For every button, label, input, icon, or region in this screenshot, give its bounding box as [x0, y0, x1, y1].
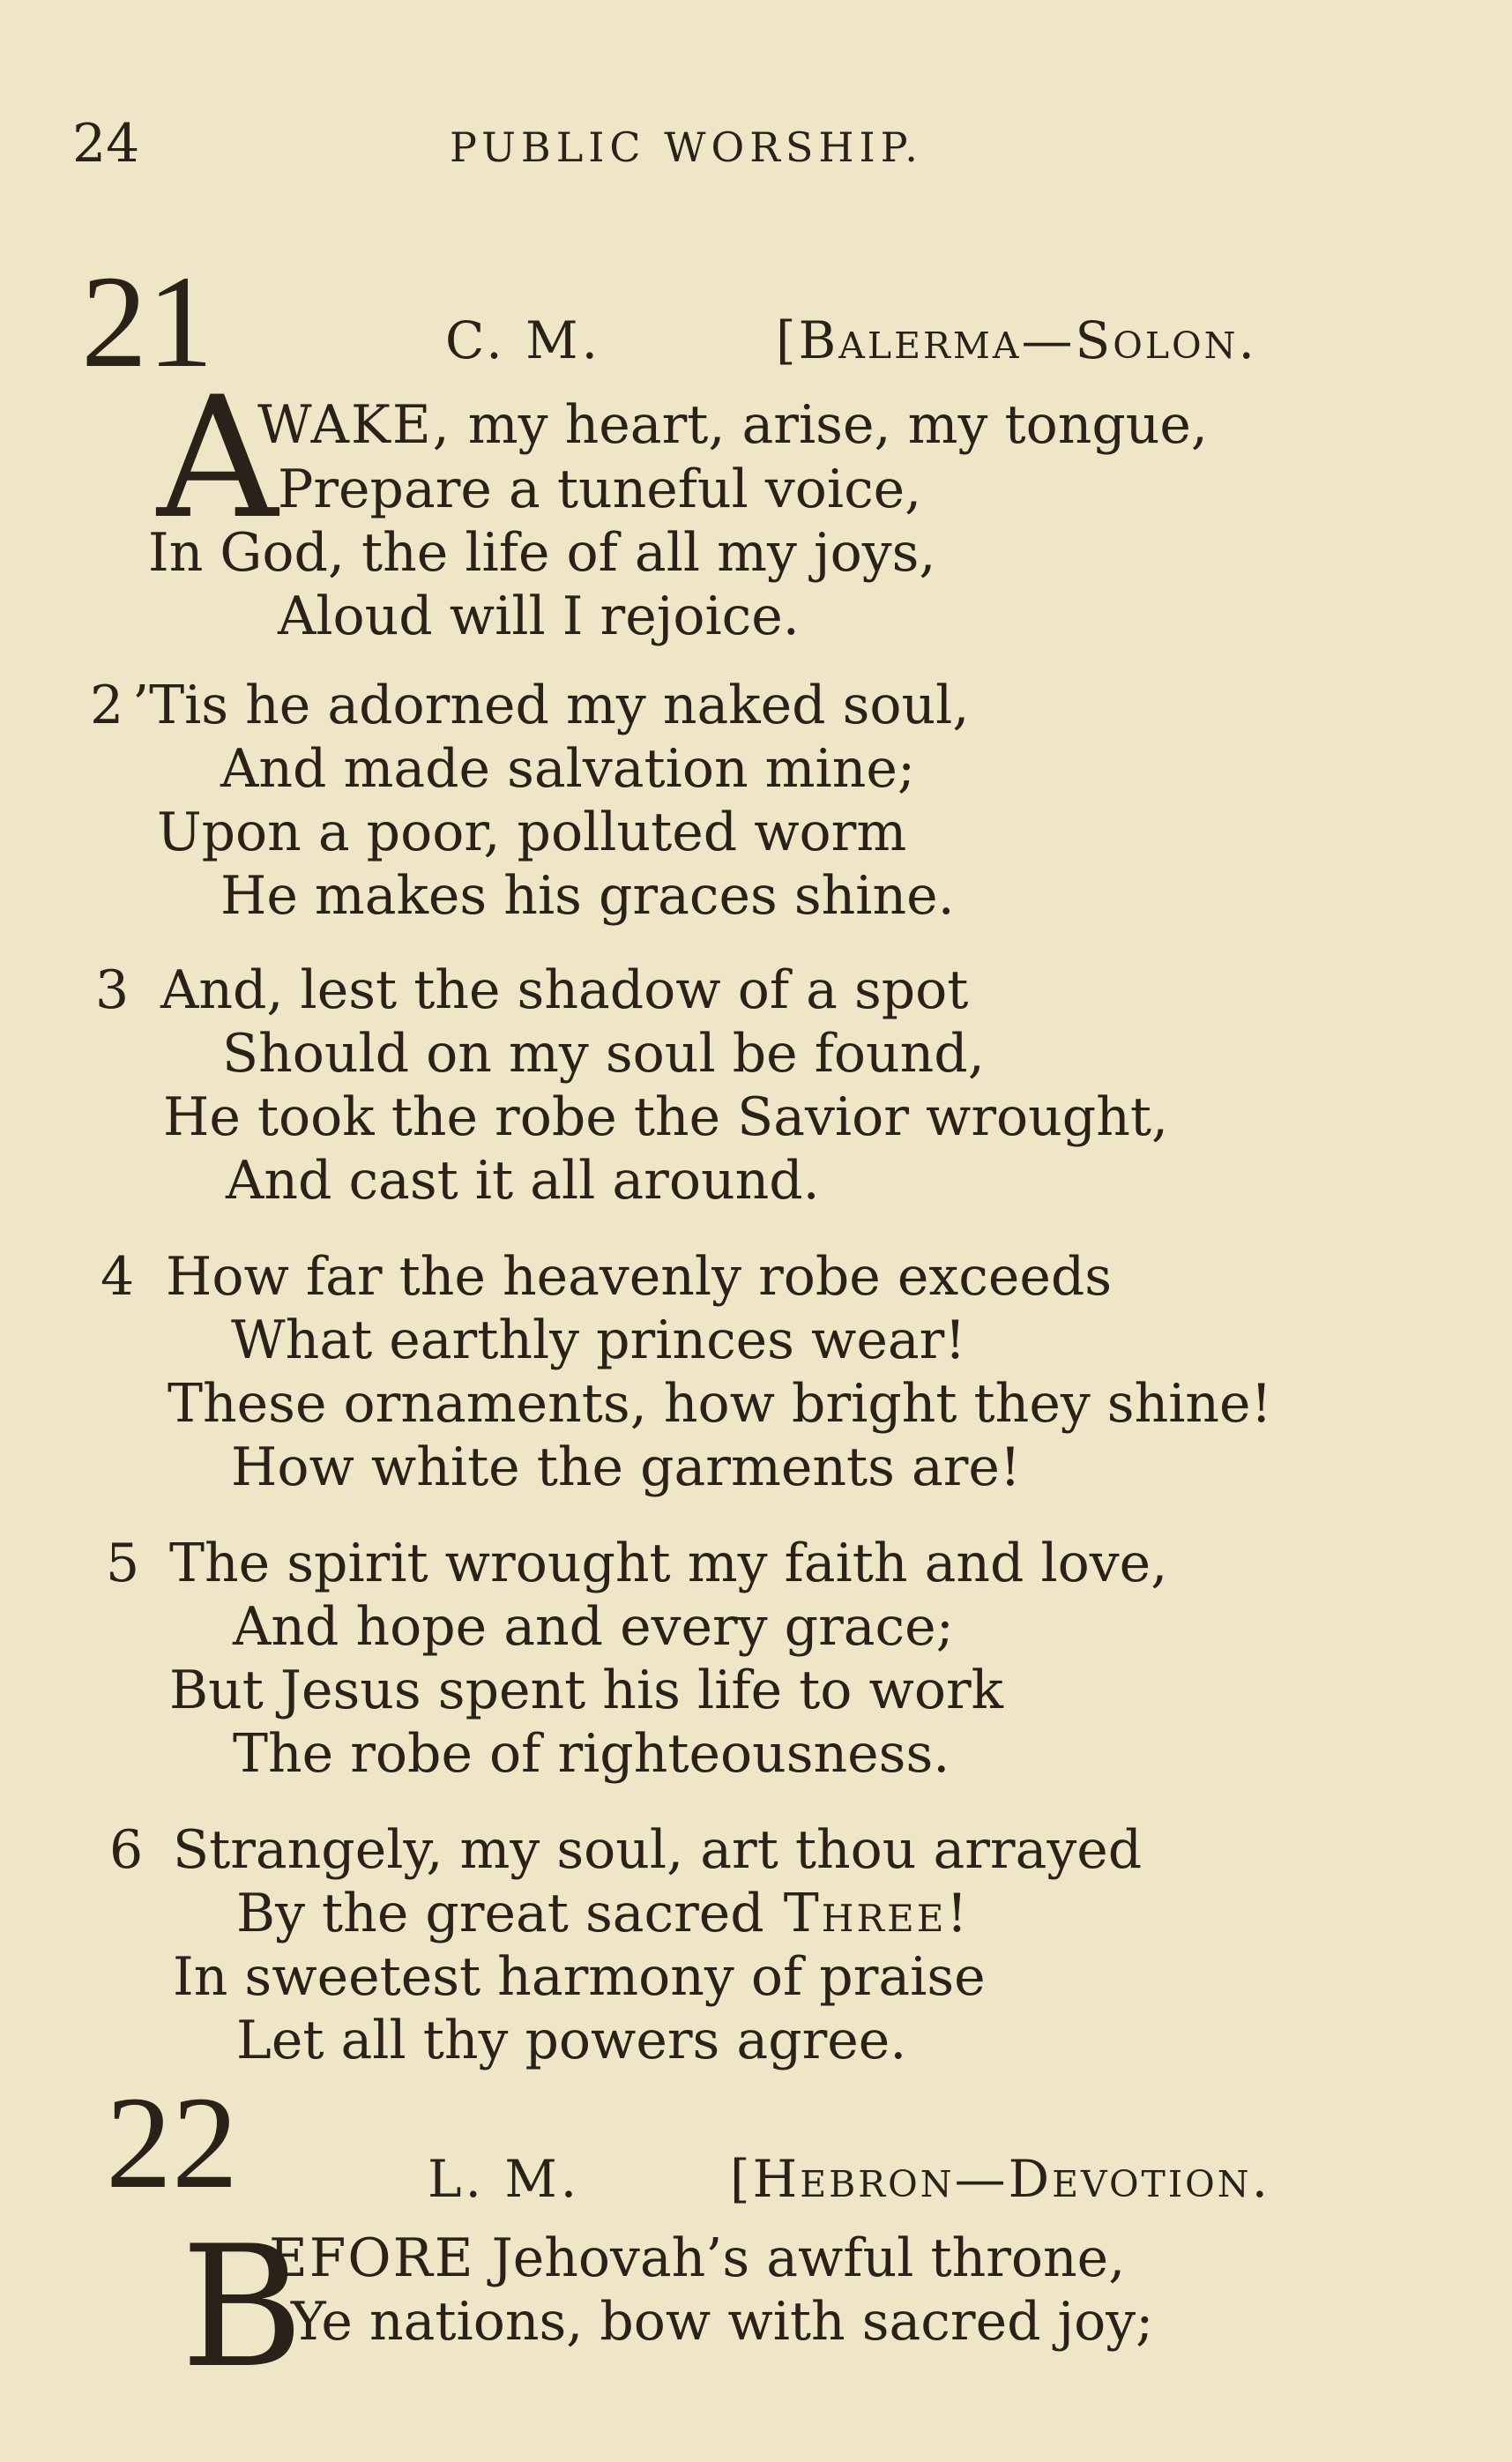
stanza-line: He took the robe the Savior wrought, [163, 1086, 1169, 1148]
stanza-line: Let all thy powers agree. [236, 2010, 907, 2071]
stanza-line: Should on my soul be found, [222, 1023, 985, 1085]
stanza-line: And hope and every grace; [233, 1596, 954, 1658]
running-head [0, 113, 1512, 175]
drop-cap: B [181, 2210, 304, 2405]
stanza-line: How white the garments are! [231, 1436, 1022, 1498]
drop-cap: A [157, 361, 279, 556]
stanza-line [236, 1883, 971, 1944]
small-caps-word: Three! [763, 1883, 971, 1944]
verse-number: 4 [101, 1246, 135, 1308]
stanza-line: Aloud will I rejoice. [278, 586, 800, 647]
hymn-number: 21 [81, 249, 213, 395]
stanza-line: What earthly princes wear! [231, 1309, 966, 1371]
stanza-line: The robe of righteousness. [233, 1723, 950, 1785]
meter: C. M. [445, 310, 602, 370]
stanza-line: These ornaments, how bright they shine! [168, 1373, 1272, 1435]
stanza-line: How far the heavenly robe exceeds [166, 1246, 1113, 1308]
page-number: 24 [72, 113, 140, 175]
stanza-line: The spirit wrought my faith and love, [169, 1533, 1168, 1594]
stanza-line: Ye nations, bow with sacred joy; [291, 2291, 1154, 2353]
first-word-caps: WAKE, [257, 394, 451, 456]
stanza-line: And made salvation mine; [220, 738, 916, 800]
stanza-line [269, 2227, 1126, 2289]
stanza-line: And cast it all around. [226, 1150, 820, 1212]
first-line-rest: Jehovah’s awful throne, [474, 2227, 1126, 2289]
verse-number: 2 [90, 675, 124, 736]
line-text: By the great sacred [236, 1883, 764, 1944]
stanza-line: In God, the life of all my joys, [148, 522, 936, 584]
stanza-line: ’Tis he adorned my naked soul, [132, 675, 970, 736]
stanza-line: Strangely, my soul, art thou arrayed [173, 1819, 1143, 1881]
verse-number: 3 [95, 959, 130, 1021]
stanza-line: Upon a poor, polluted worm [157, 802, 907, 863]
stanza-line: In sweetest harmony of praise [173, 1946, 986, 2008]
first-word-caps: EFORE [269, 2227, 475, 2289]
stanza-line: Prepare a tuneful voice, [278, 459, 922, 520]
page-header-title: PUBLIC WORSHIP. [450, 123, 923, 171]
verse-number: 6 [109, 1819, 144, 1881]
hymn-number: 22 [106, 2070, 238, 2216]
tune-names: [Balerma—Solon. [776, 310, 1257, 370]
tune-names: [Hebron—Devotion. [730, 2149, 1271, 2209]
first-line-rest: my heart, arise, my tongue, [451, 394, 1208, 456]
verse-number: 5 [106, 1533, 140, 1594]
stanza-line: But Jesus spent his life to work [169, 1660, 1003, 1721]
stanza-line [257, 394, 1208, 456]
meter: L. M. [428, 2149, 581, 2209]
stanza-line: He makes his graces shine. [220, 865, 955, 927]
stanza-line: And, lest the shadow of a spot [160, 959, 969, 1021]
